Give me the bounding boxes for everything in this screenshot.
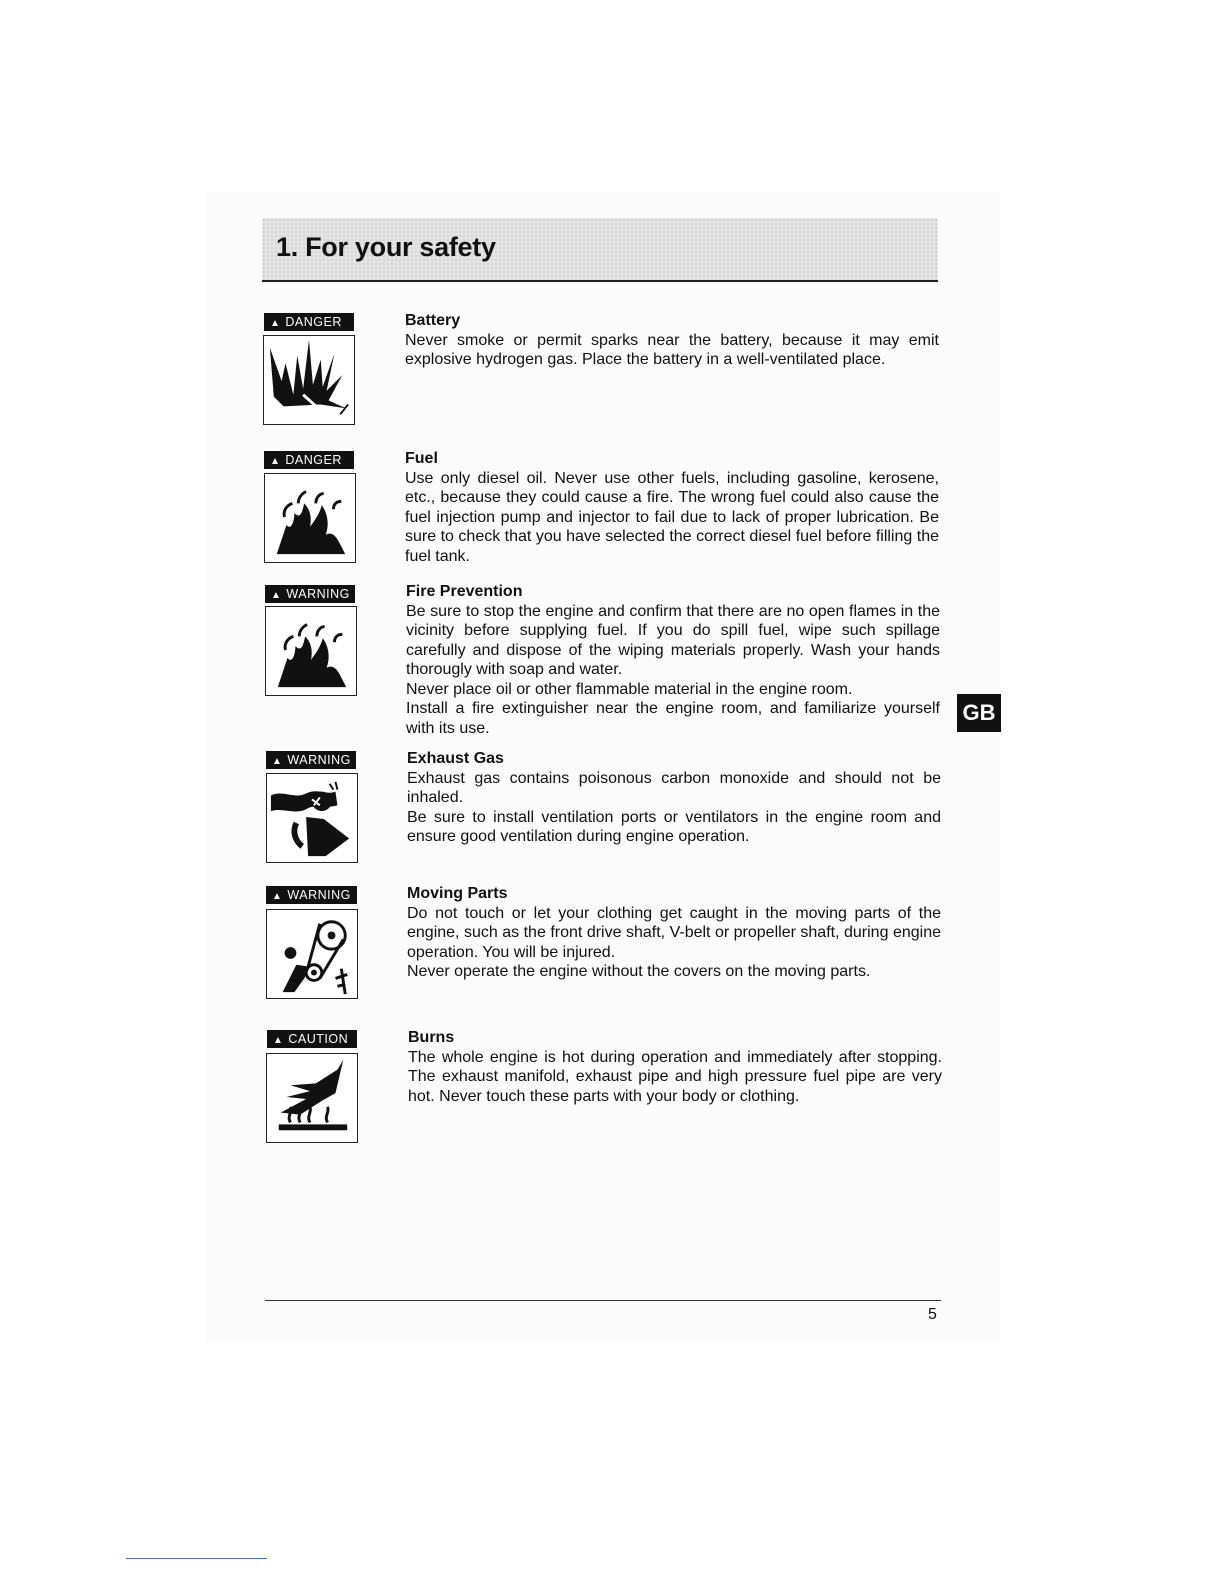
exhaust-gas-section [407, 749, 941, 847]
language-tab: GB [957, 694, 1001, 732]
fuel-section [405, 449, 939, 566]
warning-label: ▲ WARNING [266, 751, 356, 769]
page-title: 1. For your safety [276, 232, 496, 262]
moving-parts-section [407, 884, 941, 982]
fire-prevention-section [406, 582, 940, 738]
title-band [262, 218, 938, 282]
flame-icon [265, 606, 357, 696]
explosion-icon [263, 335, 355, 425]
section-heading: Moving Parts [407, 885, 508, 902]
warning-label: ▲ WARNING [265, 585, 355, 603]
section-text: Use only diesel oil. Never use other fuels, including gasoline, kerosene, etc., because they could cause a fire. The wrong fuel could also cause the fuel injection pump and injector to fail due to lack of proper lubrication. Be sure to check that you have selected the correct diesel fuel before filling the fuel tank. [405, 469, 939, 565]
section-heading: Fire Prevention [406, 583, 523, 600]
section-text: Never place oil or other flammable material in the engine room. [406, 680, 853, 698]
warning-label: ▲ WARNING [266, 886, 357, 904]
footer-divider [265, 1300, 941, 1301]
caution-label: ▲ CAUTION [267, 1030, 357, 1048]
section-text: Do not touch or let your clothing get caught in the moving parts of the engine, such as the front drive shaft, V-belt or propeller shaft, during engine operation. You will be injured. [407, 904, 941, 961]
warning-triangle-icon: ▲ [272, 891, 283, 902]
section-text: Never smoke or permit sparks near the battery, because it may emit explosive hydrogen gas. Place the battery in a well-ventilated place. [405, 331, 939, 368]
burns-section [408, 1028, 942, 1106]
warning-triangle-icon: ▲ [271, 590, 282, 601]
section-text: Exhaust gas contains poisonous carbon monoxide and should not be inhaled. [407, 769, 941, 806]
warning-triangle-icon: ▲ [273, 1035, 284, 1046]
battery-section [405, 311, 939, 370]
section-heading: Exhaust Gas [407, 750, 504, 767]
section-heading: Burns [408, 1029, 455, 1046]
warning-triangle-icon: ▲ [272, 756, 283, 767]
section-text: Be sure to install ventilation ports or ventilators in the engine room and ensure good ventilation during engine operation. [407, 808, 941, 845]
flame-icon [264, 473, 356, 563]
section-heading: Battery [405, 312, 461, 329]
hot-surface-icon [266, 1053, 358, 1143]
warning-triangle-icon: ▲ [270, 456, 281, 467]
section-text: Never operate the engine without the covers on the moving parts. [407, 963, 871, 980]
section-text: Be sure to stop the engine and confirm that there are no open flames in the vicinity before supplying fuel. If you do spill fuel, wipe such spillage carefully and dispose of the wiping materials properly. Wash your hands thorougly with soap and water. [406, 602, 940, 678]
moving-belt-icon [266, 909, 358, 999]
page-number: 5 [928, 1306, 937, 1323]
danger-label: ▲ DANGER [264, 451, 354, 469]
section-text: Install a fire extinguisher near the engine room, and familiarize yourself with its use. [406, 700, 940, 737]
divider [126, 1558, 267, 1559]
section-text: The whole engine is hot during operation and immediately after stopping. The exhaust manifold, exhaust pipe and high pressure fuel pipe are very hot. Never touch these parts with your body or clothing. [408, 1048, 942, 1105]
section-heading: Fuel [405, 450, 438, 467]
danger-label: ▲ DANGER [264, 313, 354, 331]
warning-triangle-icon: ▲ [270, 318, 281, 329]
toxic-gas-icon [266, 773, 358, 863]
